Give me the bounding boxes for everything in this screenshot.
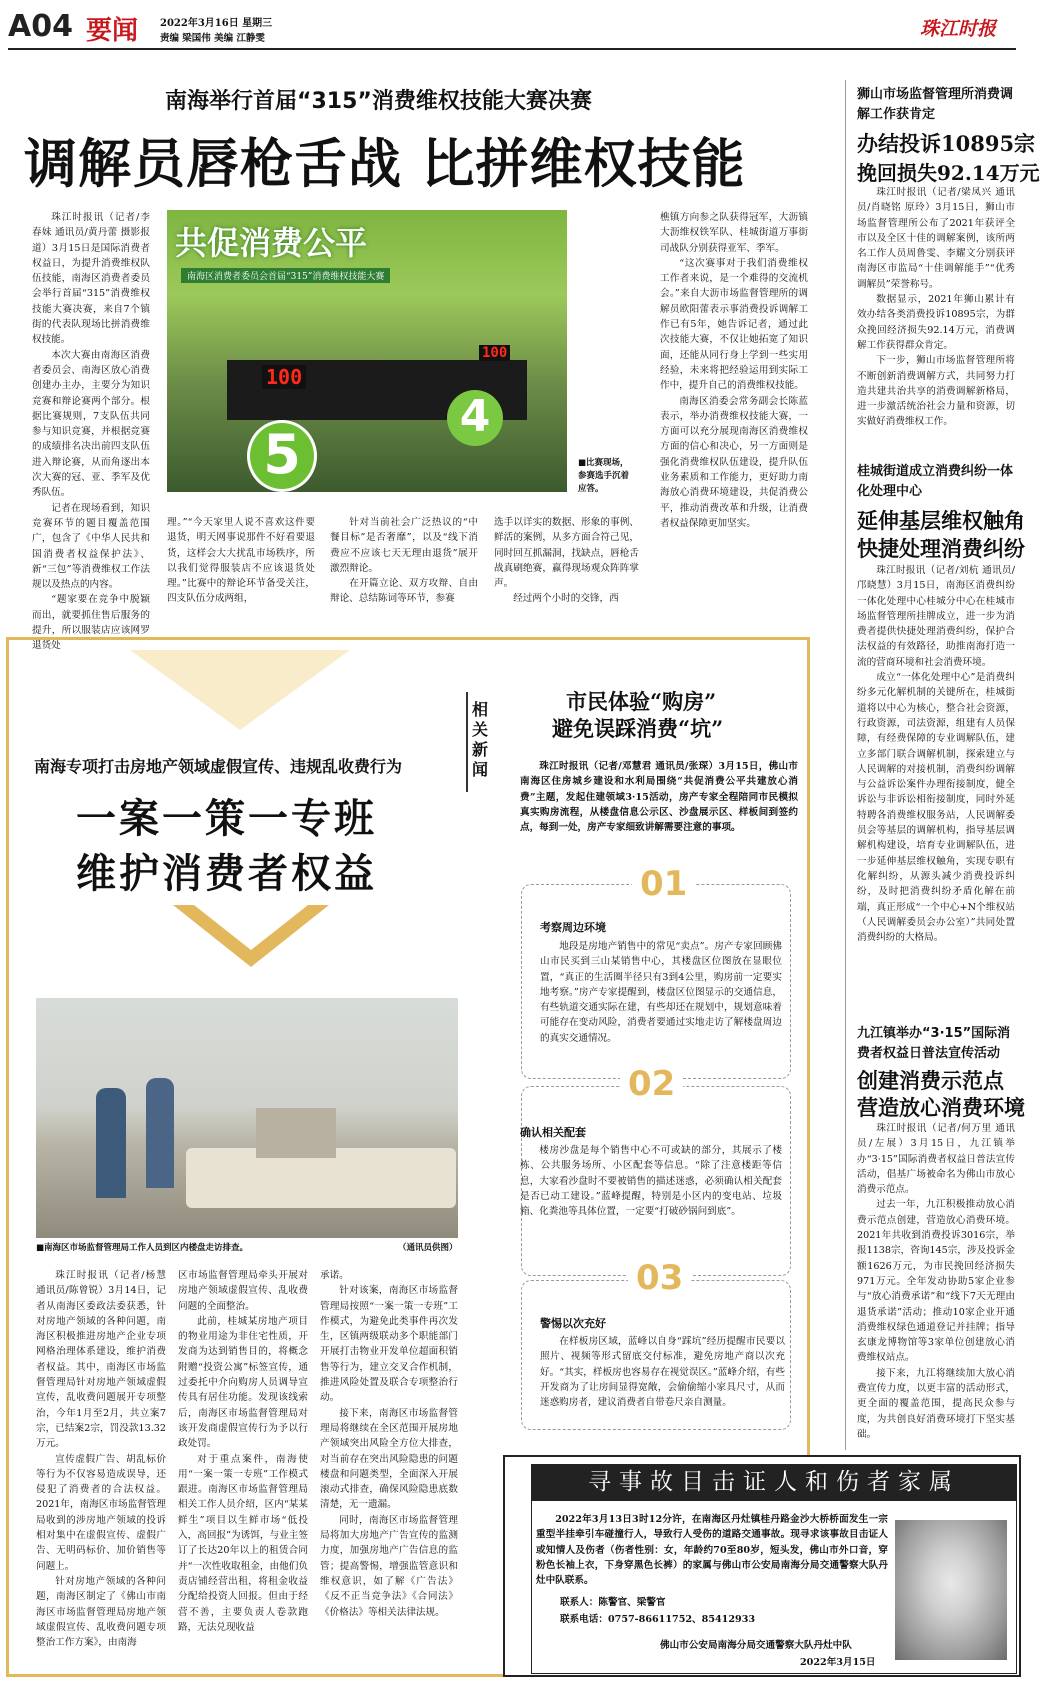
guide-headline-2: 避免误踩消费“坑”	[552, 716, 724, 741]
step-body-1	[540, 939, 782, 1061]
related-news-rule	[466, 692, 468, 792]
step-title-1: 考察周边环境	[540, 921, 606, 934]
paragraph: 经过两个小时的交锋，西	[513, 593, 619, 605]
paragraph: 在开篇立论、双方攻辩、自由辩论、总结陈词等环节，参赛	[330, 578, 478, 605]
paragraph: 樵镇方向参之队获得冠军，大沥镇大沥维权铁军队、桂城街道万事街司战队分别获得亚军、季军。	[660, 212, 808, 254]
step-number-3: 03	[628, 1258, 691, 1298]
paragraph: 珠江时报讯（记者/何万里 通讯员/左展）3月15日，九江镇举办“3·15”国际消费者权益日普法宣传活动，倡基广场被命名为佛山市放心消费示范点。	[857, 1123, 1015, 1196]
article1-col1	[32, 210, 150, 652]
paragraph: 成立“一体化处理中心”是消费纠纷多元化解机制的关键所在，桂城街道将以中心为核心，整合社会资源，行政资源，司法资源，组建有人员保障，有经费保障的专业调解队伍，建立多部门联合调解机制，探索建立与人民调解的对接机制，消费纠纷调解与公益诉讼案件办理衔接制度，健全诉讼与非诉讼相衔接制度，同时外延特聘各消费维权服务站，人民调解委员会等基层的调解机构，指导基层调解机构建设，培育专业调解队伍，进一步延伸基层维权触角，实现专职有化解纠纷，从源头减少消费投诉纠纷，及时把消费纠纷矛盾化解在前端，真正形成“一个中心+N个维权站（人民调解委员会办公室）”共同处置消费纠纷的大格局。	[857, 672, 1015, 944]
notice-body	[536, 1512, 888, 1588]
article1-col3	[330, 515, 478, 610]
notice-phone: 联系电话：0757-86611752、85412933	[560, 1614, 756, 1625]
side2-headline-2: 快捷处理消费纠纷	[857, 536, 1025, 561]
paragraph: 本次大赛由南海区消费者委员会、南海区放心消费创建办主办，主要分为知识竞赛和辩论赛两个部分。根据比赛规则，7支队伍共同参与知识竞赛，并根据竞赛的成绩排名决出前四支队伍进入辩论赛，从而角逐出本次大赛的冠、亚、季军及优秀队伍。	[32, 349, 150, 499]
side3-kicker: 九江镇举办“3·15”国际消费者权益日普法宣传活动	[857, 1026, 1011, 1061]
paragraph: 珠江时报讯（记者/杨慧 通讯员/陈曾锐）3月14日，记者从南海区委政法委获悉，针对房地产领域的各种问题，南海区积极推进房地产企业专项网格治理体系建设，维护消费者权益。其中，南海区市场监督管理局针对房地产领域虚假宣传，乱收费问题展开专项整治，今年1月至2月，共立案7宗，已结案2宗，罚没款13.32万元。	[36, 1270, 166, 1450]
building-model	[256, 1108, 336, 1158]
side1-body	[857, 185, 1015, 440]
paragraph: 对于重点案件，南海使用“一案一策一专班”工作模式跟进。南海区市场监督管理局相关工作人员介绍，区内“某某鲜生”项目以生鲜市场“低投入，高回报”为诱饵，与业主签订了长达20年以上的租赁合同并“一次性收取租金，由他们负责店铺经营出租，将租金收益分配给投资人回报。但由于经营不善，主要负责人卷款跑路，无法兑现收益	[178, 1453, 308, 1633]
editors: 责编 梁国伟 美编 江静雯	[160, 33, 265, 44]
paragraph: 针对该案，南海区市场监督管理局按照“一案一策一专班”工作模式，为避免此类事件再次发生，区镇两级联动多个职能部门开展打击物业开发单位超面积销售等行为，建立交叉合作机制，推进风险处置及联合专项整治行动。	[320, 1285, 458, 1404]
paragraph: 理。”“今天家里人说不喜欢这件要退货，明天网事说那件不好看要退货，这样会大大扰乱市场秩序，所以我们觉得服装店不应该退货处理。”比赛中的辩论环节备受关注，四支队伍分成两组，	[167, 517, 315, 605]
side2-kicker: 桂城街道成立消费纠纷一体化处理中心	[857, 464, 1014, 499]
step-title-3: 警惕以次充好	[540, 1317, 606, 1330]
contest-photo	[167, 210, 567, 492]
score-display-2: 100	[479, 345, 510, 361]
header-rule	[8, 48, 1016, 50]
officer-figure	[146, 1078, 174, 1188]
paragraph: 记者在现场看到，知识竞赛环节的题目覆盖范围广，包含了《中华人民共和国消费者权益保护法》、新“三包”等消费维权工作法规以及热点的内容。	[32, 502, 150, 591]
article2-col3	[320, 1268, 458, 1668]
notice-date: 2022年3月15日	[800, 1657, 876, 1668]
brand-logo: 珠江时报	[920, 18, 997, 40]
paragraph: “这次赛事对于我们消费维权工作者来说，是一个难得的交流机会。”来自大沥市场监督管理所的调解员欧阳蕾表示事消费投诉调解工作已有5年，她告诉记者，通过此次技能大赛，不仅让她拓宽了知识面，还能从同行身上学到一些实用经验，未来将把经验运用到实际工作中，提升自己的消费维权技能。	[660, 257, 808, 392]
side3-headline-2: 营造放心消费环境	[857, 1095, 1025, 1120]
side1-headline-1: 办结投诉10895宗	[857, 131, 1036, 156]
article1-headline: 调解员唇枪舌战 比拼维权技能	[24, 134, 746, 195]
article2-col1	[36, 1268, 166, 1668]
step-number-2: 02	[620, 1064, 683, 1104]
gold-chevron-top	[130, 650, 350, 730]
paragraph: 针对当前社会广泛热议的“中餐目标”是否奢靡”，以及“线下消费应不应该七天无理由退货”展开激烈辩论。	[330, 517, 478, 574]
notice-org: 佛山市公安局南海分局交通警察大队丹灶中队	[660, 1640, 852, 1651]
guide-headline-1: 市民体验“购房”	[566, 689, 717, 714]
paragraph: 接下来，南海区市场监督管理局将继续在全区范围开展房地产领域突出风险全方位大排查，对当前存在突出风险隐患的问题楼盘和问题类型，全面深入开展滚动式排查，确保风险隐患底数清楚，无一遗漏。	[320, 1407, 458, 1511]
paragraph: 2022年3月13日3时12分许，在南海区丹灶镇桂丹路金沙大桥桥面发生一宗重型半挂牵引车碰撞行人，导致行人受伤的道路交通事故。现寻求该事故目击证人或知情人及伤者（伤者性别：女，年龄约70至80岁，短头发，佛山市外口音，穿粉色长袖上衣，下身穿黑色长裤）的家属与佛山市公安局南海分局交通警察大队丹灶中队联系。	[536, 1514, 888, 1587]
side2-headline-1: 延伸基层维权触角	[857, 508, 1025, 533]
paragraph: 接下来，九江将继续加大放心消费宣传力度，以更丰富的活动形式，更全面的覆盖范围，提高民众参与度，为共创良好消费环境打下坚实基础。	[857, 1367, 1015, 1440]
paragraph: 承诺。	[320, 1270, 349, 1281]
paragraph: “题家要在竞争中脱颖而出，就要抓住售后服务的提升，所以服装店应该网罗退货处	[32, 594, 150, 652]
article2-headline-1: 一案一策一专班	[76, 796, 377, 842]
article1-col4	[494, 515, 639, 610]
article1-kicker: 南海举行首届“315”消费维权技能大赛决赛	[165, 89, 592, 114]
sidebar-divider	[845, 80, 846, 1450]
paragraph: 在样板房区域，蓝峰以自身“踩坑”经历提醒市民要以照片、视频等形式留底交付标准，避免房地产商以次充好。“其实，样板房也容易存在视觉误区。”蓝峰介绍，有些开发商为了让房间显得宽敞，会偷偷缩小家具尺寸，从而迷惑购房者，建议消费者自带卷尺亲自测量。	[540, 1336, 785, 1409]
side1-headline-2: 挽回损失92.14万元	[857, 161, 1040, 185]
paragraph: 数据显示，2021年狮山累计有效办结各类消费投诉10895宗，为群众挽回经济损失92.14万元，消费调解工作获得群众肯定。	[857, 294, 1015, 351]
guide-intro	[520, 759, 798, 851]
paragraph: 楼房沙盘是每个销售中心不可或缺的部分，其展示了楼栋、公共服务场所、小区配套等信息。“除了注意楼距等信息，大家看沙盘时不要被销售的描述迷惑，必须确认相关配套是否已动工建设。”蓝峰提醒，特别是小区内的变电站、垃圾箱、化粪池等具体位置，一定要“打破砂锅问到底”。	[520, 1145, 782, 1218]
paragraph: 宣传虚假广告、胡乱标价等行为不仅容易造成误导，还侵犯了消费者的合法权益。2021年，南海区市场监督管理局收到的涉房地产领域的投诉相对集中在虚假宣传、虚假广告、无明码标价、加价销售等问题上。	[36, 1453, 166, 1572]
notice-contact: 联系人：陈警官、梁警官	[560, 1597, 666, 1608]
photo-caption-2: ■南海区市场监督管理局工作人员到区内楼盘走访排查。	[36, 1243, 249, 1253]
section-label: 要闻	[86, 16, 139, 46]
issue-date: 2022年3月16日 星期三	[160, 18, 273, 29]
side2-body	[857, 563, 1015, 1008]
paragraph: 南海区消委会常务副会长陈蓝表示，举办消费维权技能大赛，一方面可以充分展现南海区消费维权方面的信心和决心，另一方面则是强化消费维权队伍建设，提升队伍业务素质和工作能力，更好助力南海放心消费环境建设，共促消费公平，推动消费改革和升级，让消费者权益保障更加坚实。	[660, 395, 808, 529]
side3-headline-1: 创建消费示范点	[857, 1068, 1004, 1093]
injured-person-photo	[895, 1520, 1007, 1660]
officer-figure	[96, 1088, 126, 1198]
paragraph: 选手以详实的数据、形象的事例、鲜活的案例，从多方面合符己见，同时回互抓漏洞，找缺点，唇枪舌战真刷绝赛，赢得现场观众阵阵掌声。	[494, 517, 639, 590]
article2-col2	[178, 1268, 308, 1668]
paragraph: 珠江时报讯（记者/邓慧君 通讯员/张琛）3月15日，佛山市南海区住房城乡建设和水利局围绕“共促消费公平共建放心消费”主题，发起住建领域3·15活动，房产专家全程陪同市民模拟真实购房流程，从楼盘信息公示区、沙盘展示区、样板间到签约点，每到一处，房产专家细致讲解需要注意的事项。	[520, 761, 798, 834]
paragraph: 区市场监督管理局牵头开展对房地产领域虚假宣传、乱收费问题的全面整治。	[178, 1270, 308, 1312]
paragraph: 针对房地产领域的各种问题，南海区制定了《佛山市南海区市场监督管理局房地产领域虚假宣传、乱收费问题专项整治工作方案》，由南海	[36, 1575, 166, 1649]
step-body-2	[520, 1143, 782, 1255]
side3-body	[857, 1121, 1015, 1471]
gold-chevron-bottom-inner	[194, 905, 308, 950]
notice-title: 寻事故目击证人和伤者家属	[531, 1464, 1017, 1501]
related-news-label: 相关新闻	[472, 700, 489, 779]
score-display-1: 100	[262, 365, 306, 389]
side1-kicker: 狮山市场监督管理所消费调解工作获肯定	[857, 87, 1014, 122]
paragraph: 此前，桂城某房地产项目的物业用途为非住宅性质，开发商为达到销售目的，将概念附赠“投资公寓”标签宣传，通过委托中介向购房人员调导宣传具有居住功能。发现该线索后，南海区市场监督管理局对该开发商虚假宣传行为予以行政处罚。	[178, 1315, 308, 1450]
article1-col2	[167, 515, 315, 610]
step-body-3	[540, 1334, 785, 1426]
step-title-2: 确认相关配套	[520, 1126, 586, 1139]
paragraph: 地段是房地产销售中的常见“卖点”。房产专家回顾佛山市民买到三山某销售中心，其楼盘区位图放在显眼位置，“真正的生活圈半径只有3到4公里，购房前一定要实地考察。”房产专家提醒到，楼盘区位图显示的交通信息，有些轨道交通实际在建，有些却还在规划中，规划意味着可能存在变动风险，消费者要通过实地走访了解楼盘周边的真实交通情况。	[540, 941, 782, 1044]
article2-headline-2: 维护消费者权益	[76, 851, 377, 897]
page-code: A04	[8, 9, 73, 44]
step-number-1: 01	[632, 864, 695, 904]
paragraph: 同时，南海区市场监督管理局将加大房地产广告宣传的监测力度，加强房地产广告信息的监管；提高警惕，增强监管意识和维权意识，如了解《广告法》《反不正当竞争法》《合同法》《价格法》等相关法律法规。	[320, 1514, 458, 1618]
paragraph: 珠江时报讯（记者/李春妹 通讯员/黄丹蕾 摄影报道）3月15日是国际消费者权益日，为提升消费维权队伍技能，南海区消费者委员会举行首届“315”消费维权技能大赛决赛，来自7个镇街的代表队现场比拼消费维权技能。	[32, 212, 150, 346]
photo-caption: ■比赛现场，参赛选手沉着应答。	[578, 458, 630, 494]
sales-center-photo	[36, 998, 458, 1238]
photo-banner: 共促消费公平	[175, 224, 368, 262]
number-5-prop: 5	[247, 420, 317, 492]
photo-subbanner: 南海区消费者委员会首届“315”消费维权技能大赛	[181, 268, 390, 283]
article2-kicker: 南海专项打击房地产领域虚假宣传、违规乱收费行为	[34, 757, 403, 776]
paragraph: 下一步，狮山市场监督管理所将不断创新消费调解方式，共同努力打造共建共治共享的消费调解新格局，进一步激活统治社会力量和资源，切实做好消费维权工作。	[857, 355, 1015, 428]
photo-credit: （通讯员供图）	[398, 1243, 458, 1253]
paragraph: 珠江时报讯（记者/刘杭 通讯员/邝晓慧）3月15日，南海区消费纠纷一体化处理中心桂城分中心在桂城市场监督管理所挂牌成立，进一步为消费者提供快捷处理消费纠纷，保护合法权益的有效路径，助推南海打造一流的营商环境和社会消费环境。	[857, 565, 1015, 668]
article1-col5	[660, 210, 808, 610]
number-4-prop: 4	[447, 390, 503, 446]
paragraph: 过去一年，九江积极推动放心消费示范点创建，营造放心消费环境。2021年共收到消费投诉3016宗，举报1138宗，咨询145宗，涉及投诉金额1626万元，为市民挽回经济损失971万元。全年发动协助5家企业参与“放心消费承诺”和“线下7天无理由退货承诺”活动；推动10家企业开通消费维权绿色通道登记并挂牌；指导玄康龙博物馆等3家单位创建放心消费维权站点。	[857, 1199, 1015, 1364]
paragraph: 珠江时报讯（记者/梁凤兴 通讯员/肖晓铭 原玲）3月15日，狮山市场监督管理所公布了2021年获评全市以及全区十佳的调解案例，该所两名工作人员周鲁雯、李耀文分别获评南海区市监局“十佳调解能手”“优秀调解员”荣誉称号。	[857, 187, 1015, 290]
